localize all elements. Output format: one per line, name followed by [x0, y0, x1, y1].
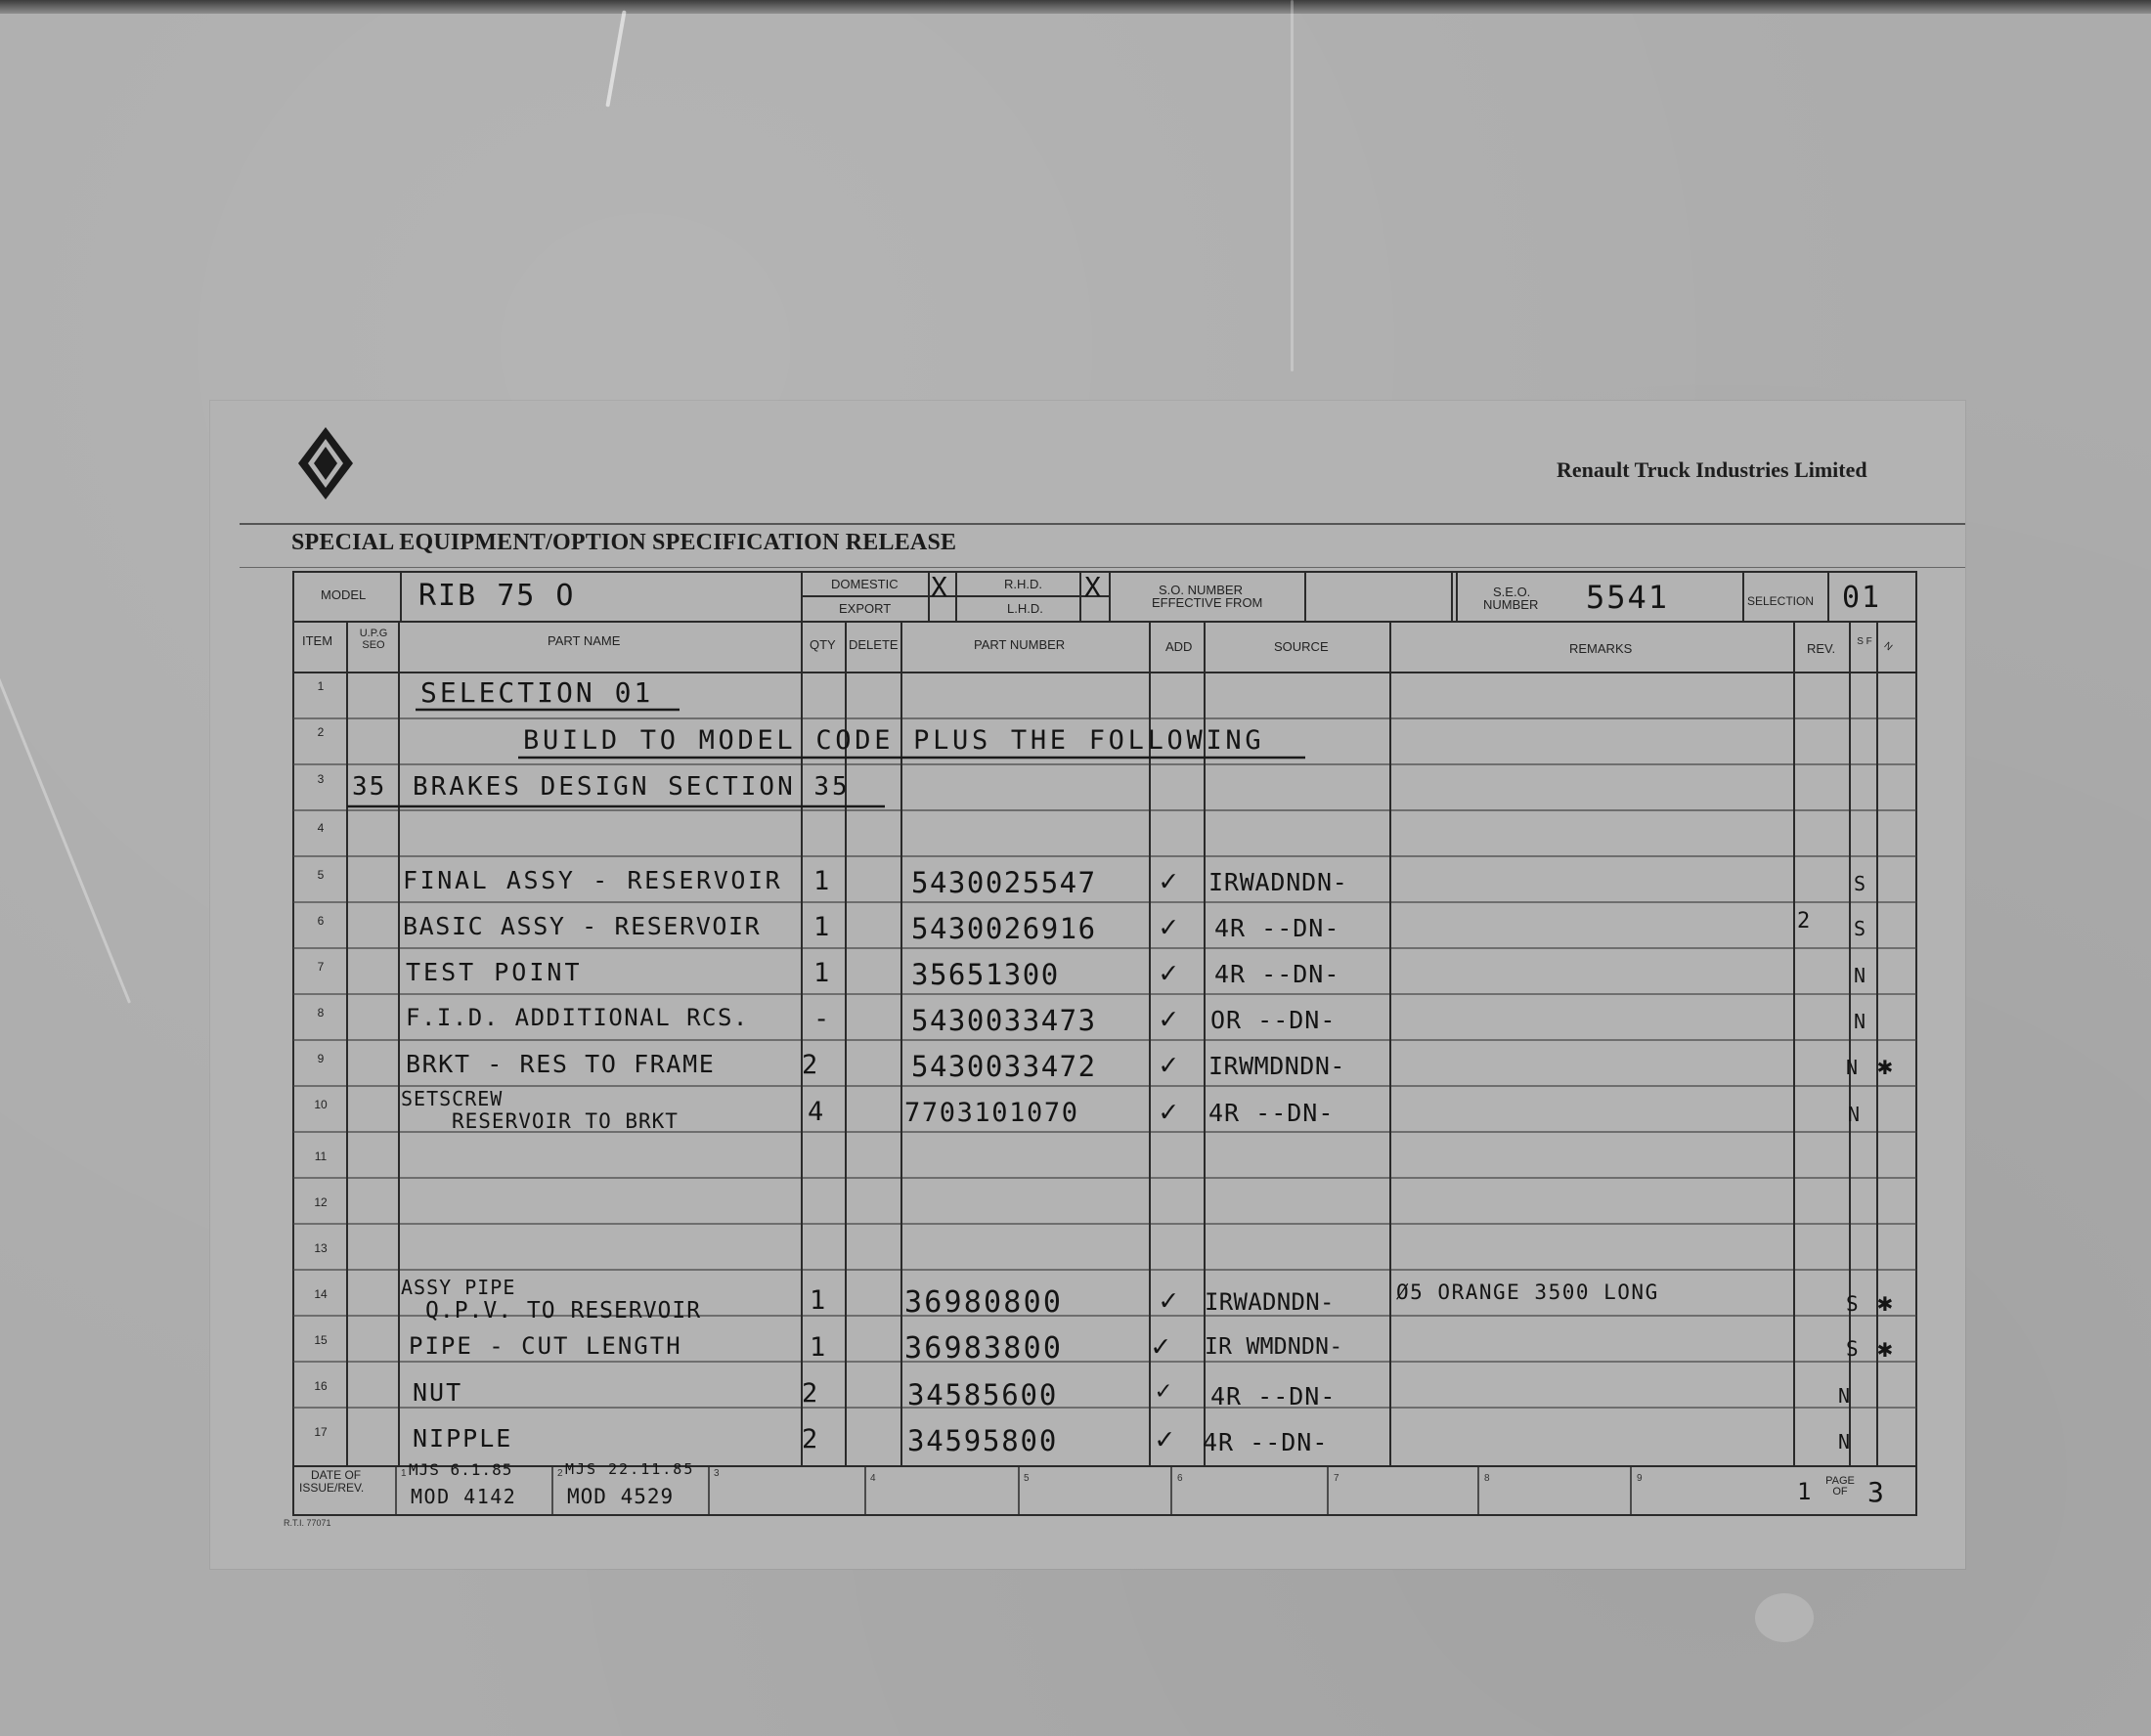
item-number: 13: [314, 1241, 328, 1255]
part-name: NIPPLE: [413, 1424, 513, 1453]
part-name: TEST POINT: [406, 958, 583, 986]
part-number: 34595800: [907, 1424, 1059, 1457]
part-name: NUT: [413, 1378, 463, 1407]
page-of-label: PAGE OF: [1825, 1475, 1855, 1497]
col-remarks: REMARKS: [1569, 641, 1633, 656]
slot-number: 2: [557, 1468, 563, 1479]
slot-number: 5: [1024, 1473, 1030, 1484]
seo-number-value: 5541: [1586, 579, 1670, 616]
part-number: 5430033472: [911, 1050, 1097, 1083]
col-part-number: PART NUMBER: [974, 637, 1066, 652]
quantity: 2: [802, 1050, 820, 1080]
add-check: ✓: [1160, 1002, 1180, 1036]
col-item: ITEM: [302, 633, 333, 648]
model-value: RIB 75 O: [418, 579, 576, 613]
part-name: ASSY PIPE: [401, 1276, 516, 1299]
part-number: 7703101070: [904, 1098, 1079, 1128]
rhd-checkbox[interactable]: X: [1084, 571, 1103, 603]
part-name: FINAL ASSY - RESERVOIR: [403, 866, 783, 894]
col-sf: S F: [1857, 636, 1872, 647]
design-section: BRAKES DESIGN SECTION 35: [413, 772, 851, 802]
item-number: 3: [317, 772, 325, 786]
item-number: 2: [317, 725, 325, 739]
item-number: 16: [314, 1379, 328, 1393]
col-add: ADD: [1165, 639, 1193, 654]
item-number: 6: [317, 914, 325, 928]
add-check: ✓: [1160, 1095, 1180, 1129]
domestic-label: DOMESTIC: [831, 577, 899, 591]
export-label: EXPORT: [839, 601, 892, 616]
add-check: ✓: [1160, 1048, 1180, 1082]
item-number: 4: [317, 821, 325, 835]
lhd-label: L.H.D.: [1007, 601, 1043, 616]
revision-mod: MOD 4142: [411, 1485, 517, 1508]
col-source: SOURCE: [1274, 639, 1329, 654]
page-number: 1: [1797, 1478, 1814, 1505]
form-title: SPECIAL EQUIPMENT/OPTION SPECIFICATION RELEASE: [291, 530, 957, 555]
quantity: 2: [802, 1424, 820, 1454]
part-number: 36983800: [904, 1331, 1064, 1366]
domestic-checkbox[interactable]: X: [931, 571, 949, 603]
part-number: 35651300: [911, 958, 1060, 991]
quantity: 1: [810, 1285, 828, 1316]
slot-number: 8: [1484, 1473, 1490, 1484]
source-code: 4R --DN-: [1208, 1099, 1335, 1127]
item-number: 14: [314, 1287, 328, 1301]
add-check: ✓: [1152, 1329, 1172, 1364]
slot-number: 3: [714, 1468, 720, 1479]
part-name: BASIC ASSY - RESERVOIR: [403, 912, 762, 940]
part-name-detail: Q.P.V. TO RESERVOIR: [425, 1298, 702, 1324]
add-check: ✓: [1160, 864, 1180, 898]
quantity: 1: [813, 866, 832, 896]
revision-initials: MJS 6.1.85: [409, 1460, 513, 1479]
item-number: 17: [314, 1425, 328, 1439]
col-last: N: [1881, 640, 1895, 654]
col-qty: QTY: [810, 637, 836, 652]
slot-number: 1: [401, 1468, 407, 1479]
quantity: -: [813, 1004, 832, 1034]
source-code: 4R --DN-: [1214, 960, 1340, 988]
slot-number: 7: [1334, 1473, 1339, 1484]
add-check: ✓: [1156, 1422, 1176, 1456]
number-label: NUMBER: [1483, 597, 1539, 612]
form-code: R.T.I. 77071: [284, 1518, 331, 1528]
build-instruction: BUILD TO MODEL CODE PLUS THE FOLLOWING: [523, 725, 1265, 756]
sf-code: N: [1846, 1056, 1861, 1079]
source-code: 4R --DN-: [1210, 1382, 1337, 1410]
date-issue-label: DATE OF: [311, 1468, 362, 1482]
quantity: 1: [813, 958, 832, 988]
quantity: 4: [808, 1097, 826, 1127]
source-code: IRWMDNDN-: [1208, 1052, 1345, 1080]
star-mark: ✱: [1877, 1288, 1895, 1318]
source-code: OR --DN-: [1210, 1006, 1337, 1034]
part-name-detail: RESERVOIR TO BRKT: [452, 1109, 679, 1133]
part-name: PIPE - CUT LENGTH: [409, 1332, 682, 1360]
part-name: BRKT - RES TO FRAME: [406, 1050, 716, 1078]
part-name: SETSCREW: [401, 1087, 504, 1110]
source-code: IRWADNDN-: [1208, 868, 1348, 896]
col-rev: REV.: [1807, 641, 1836, 656]
quantity: 1: [810, 1332, 828, 1363]
sf-code: S: [1846, 1337, 1861, 1361]
add-check: ✓: [1160, 910, 1180, 944]
part-number: 5430025547: [911, 866, 1097, 899]
revision-initials: MJS 22.11.85: [565, 1460, 695, 1478]
col-part-name: PART NAME: [548, 633, 621, 648]
quantity: 2: [802, 1378, 820, 1409]
source-code: IR WMDNDN-: [1205, 1334, 1343, 1360]
slot-number: 4: [870, 1473, 876, 1484]
item-number: 9: [317, 1052, 325, 1065]
item-number: 10: [314, 1098, 328, 1111]
source-code: 4R --DN-: [1203, 1428, 1329, 1456]
item-number: 15: [314, 1333, 328, 1347]
selection-value: 01: [1842, 581, 1882, 615]
item-number: 12: [314, 1195, 328, 1209]
sf-code: N: [1838, 1430, 1853, 1454]
add-check: ✓: [1156, 1376, 1173, 1406]
rev-value: 2: [1797, 909, 1813, 933]
page-total: 3: [1867, 1476, 1886, 1508]
sf-code: N: [1848, 1103, 1863, 1126]
item-number: 1: [317, 679, 325, 693]
sf-code: S: [1854, 917, 1868, 940]
effective-from-label: EFFECTIVE FROM: [1152, 595, 1263, 610]
seo-label: S.E.O.: [1493, 585, 1531, 599]
part-number: 34585600: [907, 1378, 1059, 1411]
source-code: IRWADNDN-: [1205, 1288, 1335, 1316]
selection-label: SELECTION: [1747, 594, 1815, 608]
upg-code: 35: [352, 772, 387, 802]
item-number: 8: [317, 1006, 325, 1020]
star-mark: ✱: [1877, 1052, 1895, 1081]
quantity: 1: [813, 912, 832, 942]
sf-code: N: [1854, 964, 1868, 987]
company-name: Renault Truck Industries Limited: [1557, 457, 1867, 482]
item-number: 5: [317, 868, 325, 882]
sf-code: S: [1846, 1292, 1861, 1316]
so-number-label: S.O. NUMBER: [1159, 583, 1243, 597]
selection-heading: SELECTION 01: [420, 676, 654, 709]
slot-number: 6: [1177, 1473, 1183, 1484]
source-code: 4R --DN-: [1214, 914, 1340, 942]
revision-mod: MOD 4529: [567, 1485, 675, 1508]
add-check: ✓: [1160, 956, 1180, 990]
item-number: 7: [317, 960, 325, 974]
sf-code: N: [1838, 1384, 1853, 1408]
col-delete: DELETE: [849, 637, 899, 652]
sf-code: S: [1854, 872, 1868, 895]
slot-number: 9: [1637, 1473, 1643, 1484]
col-upg-seo: U.P.G SEO: [359, 628, 388, 651]
part-number: 5430033473: [911, 1004, 1097, 1037]
item-number: 11: [314, 1150, 328, 1163]
rhd-label: R.H.D.: [1004, 577, 1042, 591]
sf-code: N: [1854, 1010, 1868, 1033]
star-mark: ✱: [1877, 1334, 1895, 1364]
part-number: 36980800: [904, 1285, 1064, 1320]
model-label: MODEL: [321, 587, 367, 602]
date-issue-label: ISSUE/REV.: [299, 1481, 365, 1495]
add-check: ✓: [1160, 1283, 1180, 1318]
part-number: 5430026916: [911, 912, 1097, 945]
part-name: F.I.D. ADDITIONAL RCS.: [406, 1004, 749, 1031]
remarks-text: Ø5 ORANGE 3500 LONG: [1396, 1280, 1659, 1304]
